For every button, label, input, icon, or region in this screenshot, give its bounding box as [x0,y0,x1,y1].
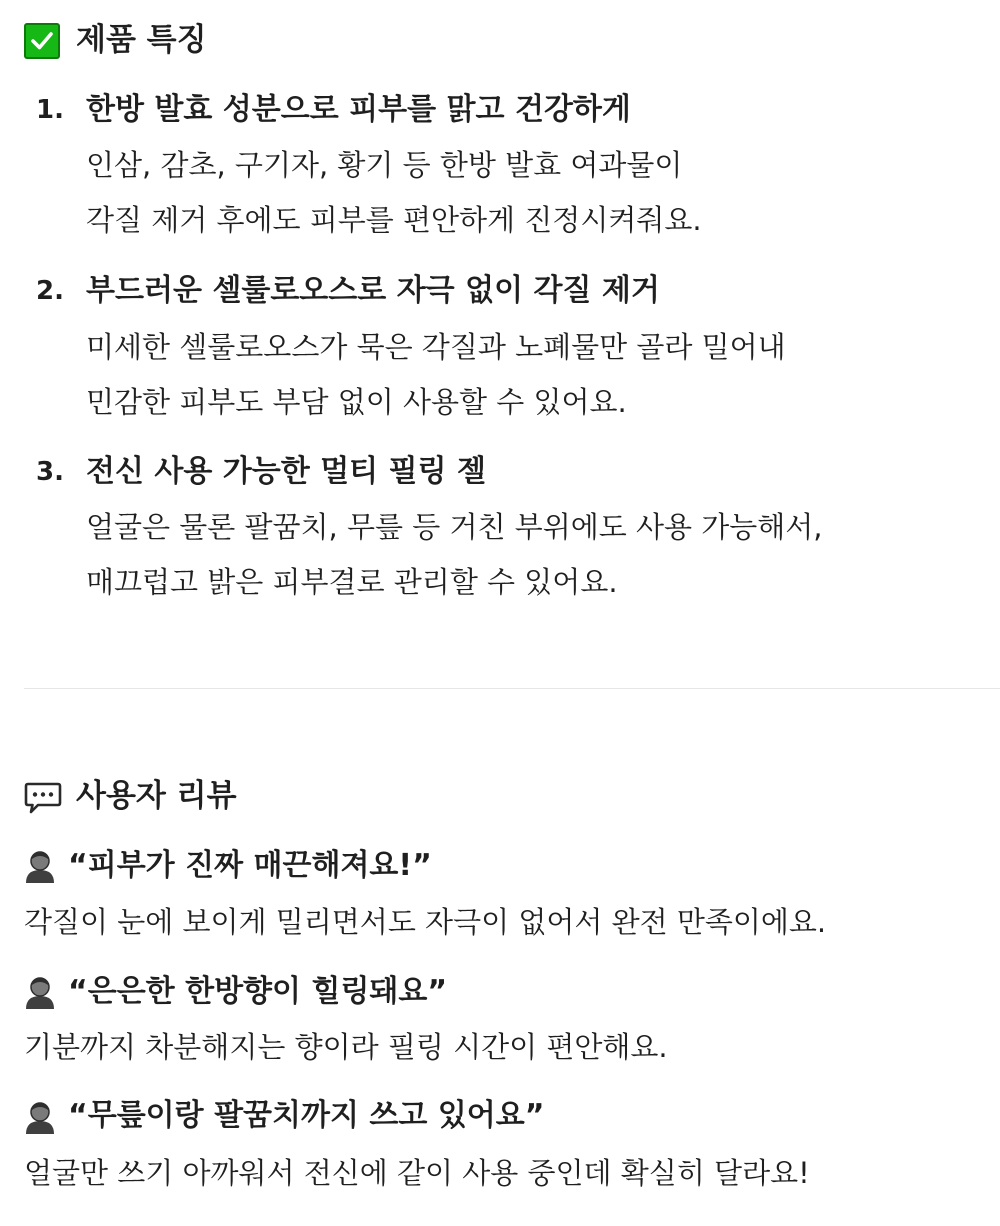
person-icon [24,1101,56,1135]
review-3-quote: “무릎이랑 팔꿈치까지 쓰고 있어요” [68,1098,545,1133]
feature-3-line-1: 얼굴은 물론 팔꿈치, 무릎 등 거친 부위에도 사용 가능해서, [86,510,823,544]
feature-1-number: 1. [36,95,64,125]
reviews-heading: 사용자 리뷰 [76,778,237,814]
section-divider [24,688,1000,689]
review-2-text: 기분까지 차분해지는 향이라 필링 시간이 편안해요. [24,1030,668,1064]
review-2-quote: “은은한 한방향이 힐링돼요” [68,974,448,1009]
feature-1-line-2: 각질 제거 후에도 피부를 편안하게 진정시켜줘요. [86,203,702,237]
feature-2-title: 부드러운 셀룰로오스로 자극 없이 각질 제거 [86,273,660,308]
feature-3-number: 3. [36,457,64,487]
check-mark-icon [24,23,60,59]
feature-1-line-1: 인삼, 감초, 구기자, 황기 등 한방 발효 여과물이 [86,148,683,182]
speech-bubble-icon [24,781,62,815]
feature-1-title: 한방 발효 성분으로 피부를 맑고 건강하게 [86,92,631,127]
review-1-quote: “피부가 진짜 매끈해져요!” [68,848,432,883]
feature-3-line-2: 매끄럽고 밝은 피부결로 관리할 수 있어요. [86,565,618,599]
person-icon [24,976,56,1010]
feature-2-number: 2. [36,276,64,306]
feature-3-title: 전신 사용 가능한 멀티 필링 젤 [86,454,486,489]
feature-2-line-2: 민감한 피부도 부담 없이 사용할 수 있어요. [86,385,627,419]
feature-2-line-1: 미세한 셀룰로오스가 묵은 각질과 노폐물만 골라 밀어내 [86,330,786,364]
review-1-text: 각질이 눈에 보이게 밀리면서도 자극이 없어서 완전 만족이에요. [24,905,827,939]
person-icon [24,850,56,884]
features-heading: 제품 특징 [76,22,207,58]
review-3-text: 얼굴만 쓰기 아까워서 전신에 같이 사용 중인데 확실히 달라요! [24,1156,810,1190]
